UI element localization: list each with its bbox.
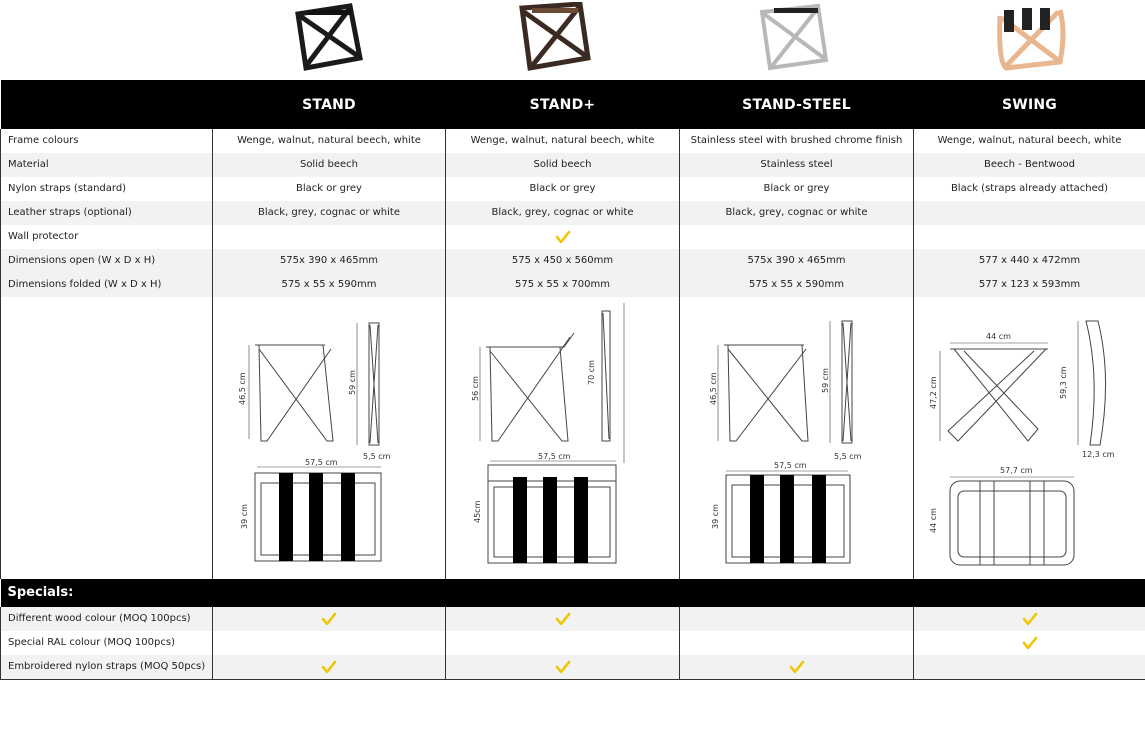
row-dim-open — [1, 249, 1145, 273]
row-material — [1, 153, 1145, 177]
header-row — [1, 80, 1145, 129]
check-icon — [1022, 612, 1038, 626]
row-diagrams — [1, 297, 1145, 579]
stand-steel-photo — [754, 2, 834, 74]
cell-nylon-stand: Black or grey — [213, 177, 446, 201]
row-leather-straps — [1, 201, 1145, 225]
cell-wall-stand — [213, 225, 446, 249]
check-icon — [555, 230, 571, 244]
stand-plus-depth: 45cm — [473, 500, 482, 523]
cell-material-swing: Beech - Bentwood — [914, 153, 1145, 177]
check-icon — [1022, 636, 1038, 650]
row-nylon-straps — [1, 177, 1145, 201]
stand-steel-height-open: 46,5 cm — [709, 372, 718, 405]
row-frame-colours — [1, 129, 1145, 153]
stand-depth: 39 cm — [240, 504, 249, 529]
swing-height-folded: 59,3 cm — [1059, 366, 1068, 399]
label-frame-colours: Frame colours — [1, 129, 213, 153]
cell-frame-colours-swing: Wenge, walnut, natural beech, white — [914, 129, 1145, 153]
diagram-swing — [914, 297, 1145, 579]
specials-title: Specials: — [1, 579, 1145, 607]
cell-material-stand-steel: Stainless steel — [680, 153, 914, 177]
cell-dim-folded-stand: 575 x 55 x 590mm — [213, 273, 446, 297]
stand-plus-height-folded: 70 cm — [587, 360, 596, 385]
swing-top-width: 44 cm — [986, 332, 1011, 341]
cell-embroidered-stand-plus — [446, 655, 680, 680]
cell-frame-colours-stand-steel: Stainless steel with brushed chrome finish — [680, 129, 914, 153]
label-material: Material — [1, 153, 213, 177]
row-wall-protector — [1, 225, 1145, 249]
stand-steel-depth: 39 cm — [711, 504, 720, 529]
product-photos — [0, 0, 1145, 80]
cell-dim-open-stand: 575x 390 x 465mm — [213, 249, 446, 273]
label-leather-straps: Leather straps (optional) — [1, 201, 213, 225]
cell-ral-stand-steel — [680, 631, 914, 655]
swing-photo — [990, 2, 1070, 74]
header-stand: STAND — [213, 80, 446, 129]
cell-wood-stand-steel — [680, 607, 914, 631]
diagram-stand — [213, 297, 446, 579]
stand-photo — [288, 2, 368, 74]
cell-material-stand-plus: Solid beech — [446, 153, 680, 177]
label-dim-folded: Dimensions folded (W x D x H) — [1, 273, 213, 297]
cell-embroidered-stand — [213, 655, 446, 680]
cell-dim-open-swing: 577 x 440 x 472mm — [914, 249, 1145, 273]
check-icon — [555, 612, 571, 626]
cell-ral-stand-plus — [446, 631, 680, 655]
swing-height-open: 47,2 cm — [929, 376, 938, 409]
cell-wood-stand-plus — [446, 607, 680, 631]
row-special-ral — [1, 631, 1145, 655]
cell-ral-swing — [914, 631, 1145, 655]
stand-plus-width: 57,5 cm — [538, 452, 571, 461]
row-dim-folded — [1, 273, 1145, 297]
cell-leather-stand-steel: Black, grey, cognac or white — [680, 201, 914, 225]
cell-dim-folded-stand-steel: 575 x 55 x 590mm — [680, 273, 914, 297]
cell-dim-folded-swing: 577 x 123 x 593mm — [914, 273, 1145, 297]
stand-height-open: 46,5 cm — [238, 372, 247, 405]
stand-depth-folded: 5,5 cm — [363, 452, 391, 461]
cell-frame-colours-stand-plus: Wenge, walnut, natural beech, white — [446, 129, 680, 153]
cell-dim-open-stand-steel: 575x 390 x 465mm — [680, 249, 914, 273]
header-stand-steel: STAND-STEEL — [680, 80, 914, 129]
cell-wall-swing — [914, 225, 1145, 249]
row-special-embroidered — [1, 655, 1145, 680]
cell-ral-stand — [213, 631, 446, 655]
check-icon — [555, 660, 571, 674]
swing-depth-folded: 12,3 cm — [1082, 450, 1115, 459]
cell-leather-stand: Black, grey, cognac or white — [213, 201, 446, 225]
diagram-blank — [1, 297, 213, 579]
cell-dim-open-stand-plus: 575 x 450 x 560mm — [446, 249, 680, 273]
cell-wood-swing — [914, 607, 1145, 631]
stand-plus-height-open: 56 cm — [471, 376, 480, 401]
stand-plus-photo — [514, 2, 594, 74]
cell-embroidered-swing — [914, 655, 1145, 680]
diagram-stand-steel — [680, 297, 914, 579]
cell-dim-folded-stand-plus: 575 x 55 x 700mm — [446, 273, 680, 297]
cell-leather-swing — [914, 201, 1145, 225]
label-nylon-straps: Nylon straps (standard) — [1, 177, 213, 201]
stand-steel-width: 57,5 cm — [774, 461, 807, 470]
stand-steel-depth-folded: 5,5 cm — [834, 452, 862, 461]
label-special-ral: Special RAL colour (MOQ 100pcs) — [1, 631, 213, 655]
cell-wood-stand — [213, 607, 446, 631]
row-special-wood — [1, 607, 1145, 631]
cell-embroidered-stand-steel — [680, 655, 914, 680]
stand-width: 57,5 cm — [305, 458, 338, 467]
header-blank — [1, 80, 213, 129]
cell-leather-stand-plus: Black, grey, cognac or white — [446, 201, 680, 225]
diagram-stand-plus — [446, 297, 680, 579]
cell-material-stand: Solid beech — [213, 153, 446, 177]
check-icon — [321, 660, 337, 674]
check-icon — [789, 660, 805, 674]
header-swing: SWING — [914, 80, 1145, 129]
swing-depth: 44 cm — [929, 508, 938, 533]
cell-nylon-stand-plus: Black or grey — [446, 177, 680, 201]
stand-height-folded: 59 cm — [348, 370, 357, 395]
cell-frame-colours-stand: Wenge, walnut, natural beech, white — [213, 129, 446, 153]
cell-nylon-stand-steel: Black or grey — [680, 177, 914, 201]
stand-steel-height-folded: 59 cm — [821, 368, 830, 393]
comparison-table — [0, 80, 1145, 680]
specials-header-row — [1, 579, 1145, 607]
cell-nylon-swing: Black (straps already attached) — [914, 177, 1145, 201]
label-special-wood: Different wood colour (MOQ 100pcs) — [1, 607, 213, 631]
swing-width: 57,7 cm — [1000, 466, 1033, 475]
label-special-embroidered: Embroidered nylon straps (MOQ 50pcs) — [1, 655, 213, 680]
cell-wall-stand-steel — [680, 225, 914, 249]
label-dim-open: Dimensions open (W x D x H) — [1, 249, 213, 273]
label-wall-protector: Wall protector — [1, 225, 213, 249]
cell-wall-stand-plus — [446, 225, 680, 249]
header-stand-plus: STAND+ — [446, 80, 680, 129]
check-icon — [321, 612, 337, 626]
